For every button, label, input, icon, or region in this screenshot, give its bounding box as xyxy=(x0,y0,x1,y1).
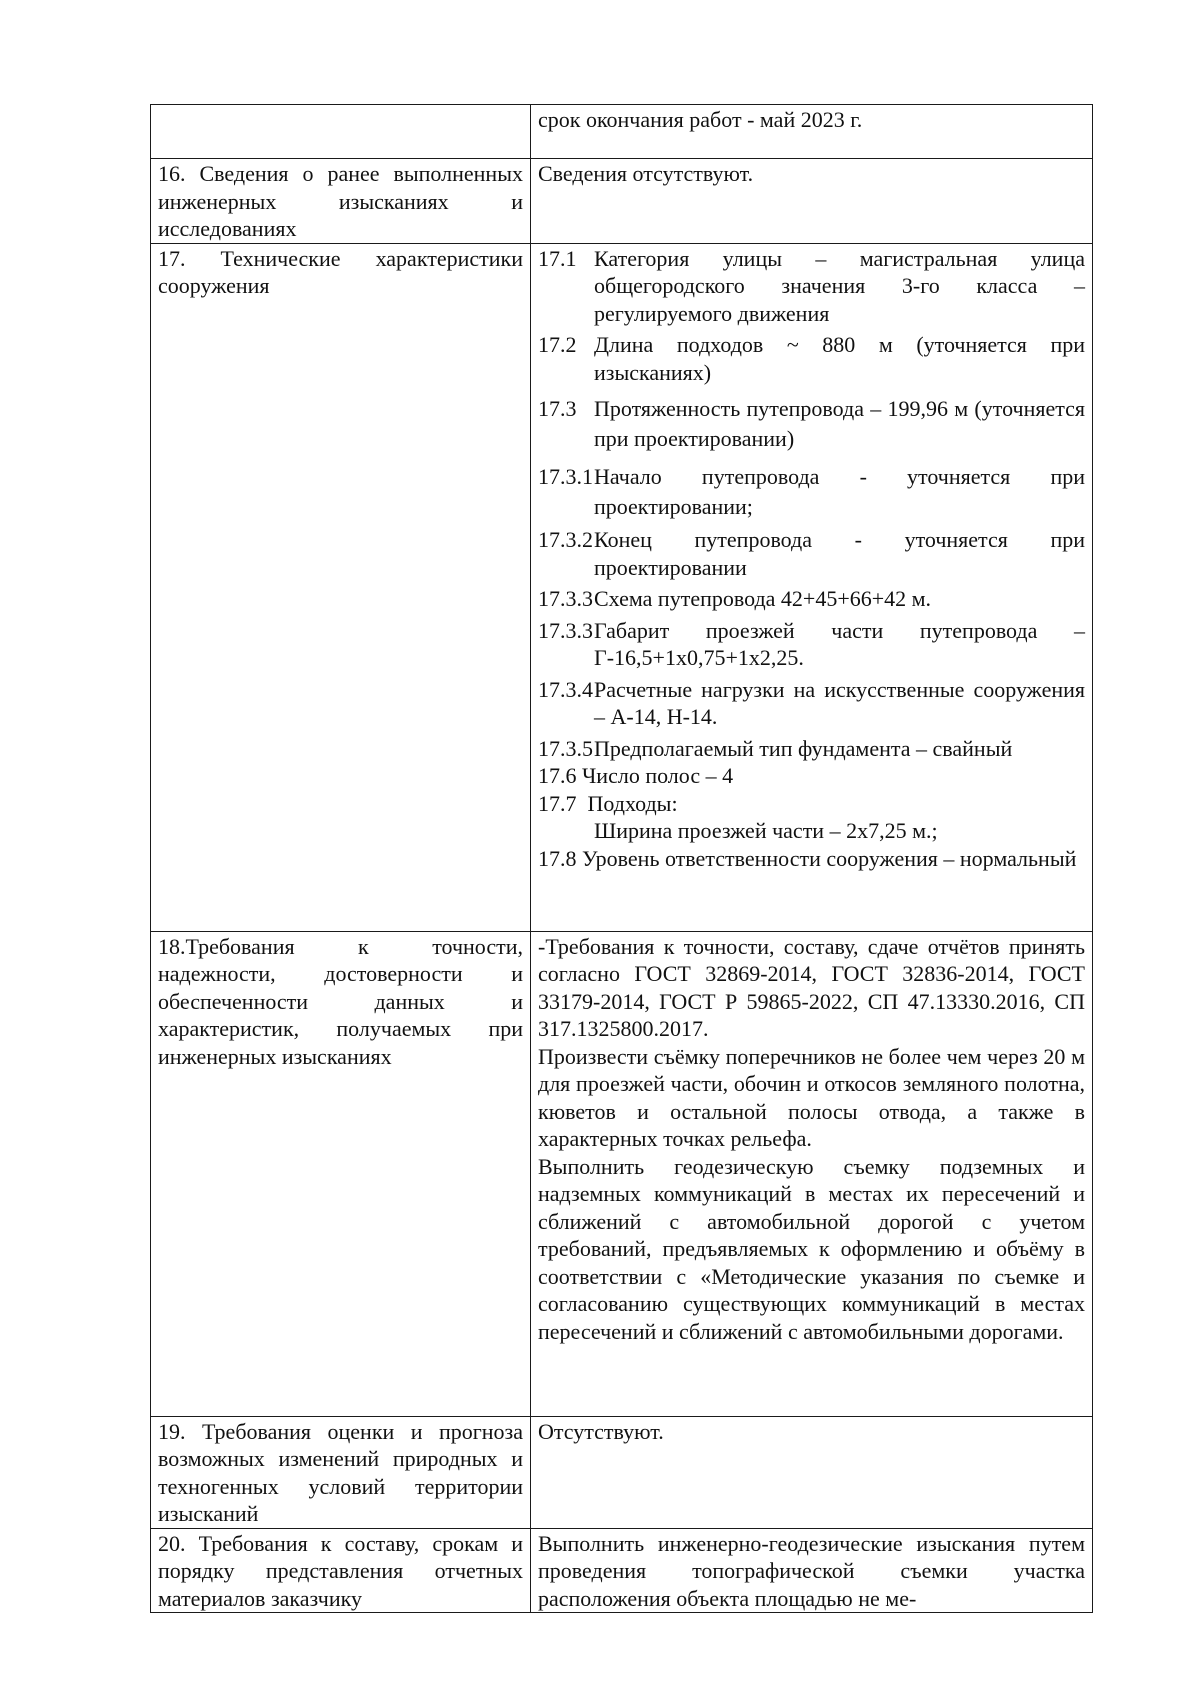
row-value-cell xyxy=(531,931,1093,1416)
spec-item-number: 17.3.3 xyxy=(538,586,593,611)
row-value-cell xyxy=(531,105,1093,159)
spec-item-number: 17.3.2 xyxy=(538,527,593,552)
row-heading: 19. Требования оценки и прогноза возможных изменений природных и техногенных условий территории изысканий xyxy=(158,1418,523,1526)
row-value-text: Отсутствуют. xyxy=(538,1418,664,1444)
cross-section-survey-text: Произвести съёмку поперечников не более чем через 20 м для проезжей части, обочин и откосов земляного полотна, кюветов и остальной полосы отвода, а также в характерных точках рельефа. xyxy=(538,1043,1085,1151)
spec-item-number: 17.3.1 xyxy=(538,464,593,489)
spec-item-text: Ширина проезжей части – 2х7,25 м.; xyxy=(594,818,938,843)
spec-item-text: Расчетные нагрузки на искусственные сооружения – А-14, Н-14. xyxy=(594,676,1085,729)
row-value-cell xyxy=(531,1528,1093,1613)
spec-item-text: Уровень ответственности сооружения – нормальный xyxy=(582,845,1077,871)
row-heading-cell xyxy=(151,105,531,159)
utilities-survey-text: Выполнить геодезическую съемку подземных и надземных коммуникаций в местах их пересечений и сближений с автомобильной дорогой с учетом требований, предъявляемых к оформлению и объёму в соответствии с «Методические указания по съемке и согласованию существующих коммуникаций в местах пересечений и сближений с автомобильными дорогами. xyxy=(538,1153,1085,1344)
requirements-table xyxy=(150,104,1093,1613)
row-heading: 17. Технические характеристики сооружения xyxy=(158,245,523,298)
row-value-cell xyxy=(531,159,1093,244)
spec-item-number: 17.3.3 xyxy=(538,617,593,643)
spec-item xyxy=(538,585,1085,613)
table-row xyxy=(151,105,1093,159)
spec-item xyxy=(538,617,1085,672)
spec-item-text: Число полос – 4 xyxy=(582,763,734,788)
spec-item-number: 17.3.5 xyxy=(538,735,593,761)
accuracy-requirements-text: -Требования к точности, составу, сдаче отчётов принять согласно ГОСТ 32869-2014, ГОСТ 32836-2014, ГОСТ 33179-2014, ГОСТ Р 59865-2022, СП 47.13330.2016, СП 317.1325800.2017. xyxy=(538,933,1085,1041)
spec-item-number: 17.6 xyxy=(538,763,577,788)
spec-item xyxy=(538,735,1085,763)
spec-item-text: Конец путепровода - уточняется при проектировании xyxy=(594,527,1085,580)
spec-item-number: 17.3.4 xyxy=(538,676,593,702)
completion-date-text: срок окончания работ - май 2023 г. xyxy=(538,107,863,132)
row-heading: 16. Сведения о ранее выполненных инженерных изысканиях и исследованиях xyxy=(158,161,523,241)
spec-item xyxy=(538,676,1085,731)
spec-item xyxy=(538,331,1085,386)
table-row xyxy=(151,243,1093,931)
spec-item-text: Подходы: xyxy=(587,790,678,816)
spec-item xyxy=(538,462,1085,522)
spec-item-number: 17.3 xyxy=(538,396,577,421)
table-row xyxy=(151,159,1093,244)
spec-item xyxy=(538,526,1085,581)
spec-item xyxy=(538,790,1085,818)
table-row xyxy=(151,931,1093,1416)
spec-item xyxy=(538,762,1085,790)
row-heading-cell xyxy=(151,931,531,1416)
row-heading: 20. Требования к составу, срокам и порядку представления отчетных материалов заказчику xyxy=(158,1530,523,1611)
row-value-cell xyxy=(531,243,1093,931)
row-heading-cell xyxy=(151,159,531,244)
row-heading-cell xyxy=(151,1528,531,1613)
table-row xyxy=(151,1528,1093,1613)
spec-item-text: Габарит проезжей части путепровода – Г-16,5+1х0,75+1х2,25. xyxy=(594,617,1085,670)
spec-item-text: Начало путепровода - уточняется при проектировании; xyxy=(594,464,1085,519)
spec-item xyxy=(538,817,1085,845)
row-heading-cell xyxy=(151,243,531,931)
spec-item-text: Длина подходов ~ 880 м (уточняется при изысканиях) xyxy=(594,332,1085,385)
spec-item-text: Предполагаемый тип фундамента – свайный xyxy=(594,735,1013,761)
spec-item-text: Протяженность путепровода – 199,96 м (уточняется при проектировании) xyxy=(594,396,1085,451)
spec-item xyxy=(538,845,1085,873)
table-row xyxy=(151,1416,1093,1528)
row-value-text: Выполнить инженерно-геодезические изыскания путем проведения топографической съемки участка расположения объекта площадью не ме- xyxy=(538,1530,1085,1611)
spec-item-number: 17.2 xyxy=(538,332,577,357)
row-value-cell xyxy=(531,1416,1093,1528)
spec-item xyxy=(538,394,1085,454)
row-heading: 18.Требования к точности, надежности, достоверности и обеспеченности данных и характеристик, получаемых при инженерных изысканиях xyxy=(158,933,523,1069)
spec-item-text: Категория улицы – магистральная улица общегородского значения 3-го класса – регулируемого движения xyxy=(594,245,1085,326)
row-value-text: Сведения отсутствуют. xyxy=(538,161,754,186)
spec-item-number: 17.8 xyxy=(538,845,577,871)
row-heading-cell xyxy=(151,1416,531,1528)
spec-item-number: 17.1 xyxy=(538,245,577,271)
spec-item-text: Схема путепровода 42+45+66+42 м. xyxy=(594,586,932,611)
spec-item-number: 17.7 xyxy=(538,790,577,816)
spec-item xyxy=(538,245,1085,328)
